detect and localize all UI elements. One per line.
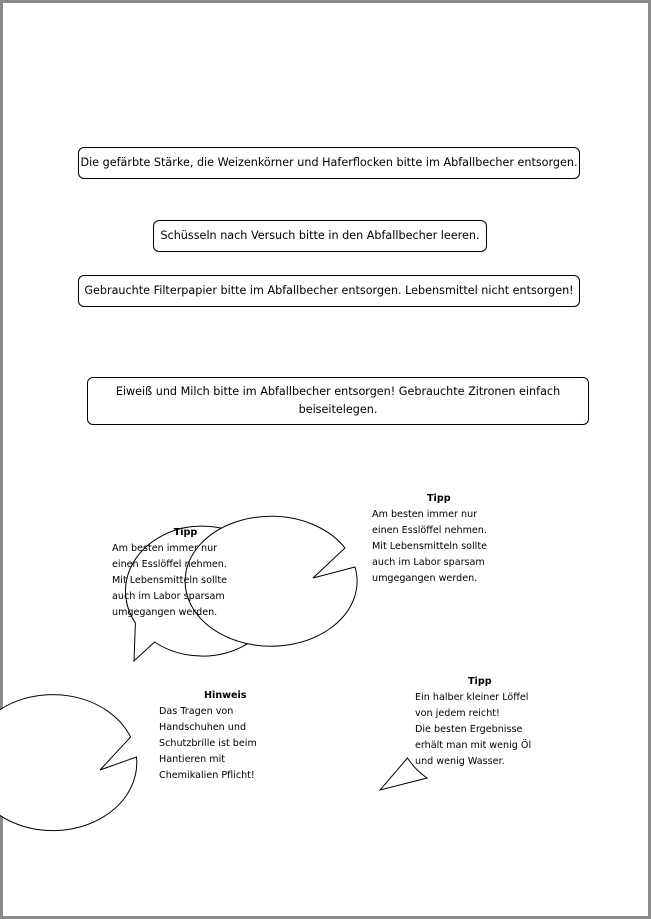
- bubble-line: Hantieren mit: [159, 754, 226, 765]
- note-text: Gebrauchte Filterpapier bitte im Abfallbecher entsorgen. Lebensmittel nicht entsorgen!: [84, 284, 574, 297]
- note-text: Eiweiß und Milch bitte im Abfallbecher entsorgen! Gebrauchte Zitronen einfach beiseitelegen.: [115, 385, 561, 416]
- speech-bubble-tipp-1: [112, 525, 227, 621]
- speech-bubble-shape: [0, 695, 137, 831]
- bubble-line: erhält man mit wenig Öl: [415, 740, 532, 751]
- bubble-title: Tipp: [427, 493, 451, 504]
- bubble-line: Das Tragen von: [159, 706, 234, 717]
- bubble-line: Mit Lebensmitteln sollte: [112, 575, 227, 586]
- bubble-line: Chemikalien Pflicht!: [159, 770, 255, 781]
- bubble-line: umgegangen werden.: [372, 573, 478, 584]
- note-text: Schüsseln nach Versuch bitte in den Abfallbecher leeren.: [160, 229, 480, 242]
- speech-bubble-hinweis: [159, 688, 257, 784]
- bubble-title: Hinweis: [204, 690, 247, 701]
- note-text: Die gefärbte Stärke, die Weizenkörner und Haferflocken bitte im Abfallbecher entsorgen.: [80, 156, 578, 169]
- bubble-line: Ein halber kleiner Löffel: [415, 692, 529, 703]
- bubble-line: Schutzbrille ist beim: [159, 738, 257, 749]
- bubble-line: Am besten immer nur: [112, 543, 218, 554]
- bubble-line: auch im Labor sparsam: [372, 557, 485, 568]
- bubble-line: Handschuhen und: [159, 722, 247, 733]
- bubble-title: Tipp: [468, 676, 492, 687]
- bubble-line: Die besten Ergebnisse: [415, 724, 523, 735]
- bubble-line: Mit Lebensmitteln sollte: [372, 541, 487, 552]
- bubble-line: umgegangen werden.: [112, 607, 218, 618]
- speech-bubble-tipp-2: [372, 491, 487, 587]
- bubble-line: einen Esslöffel nehmen.: [372, 525, 487, 536]
- bubble-title: Tipp: [173, 527, 198, 538]
- bubble-line: von jedem reicht!: [415, 708, 500, 719]
- bubble-line: Am besten immer nur: [372, 509, 478, 520]
- speech-bubble-tipp-3: [415, 674, 531, 770]
- bubble-line: einen Esslöffel nehmen.: [112, 559, 227, 570]
- bubble-line: auch im Labor sparsam: [112, 591, 225, 602]
- bubble-line: und wenig Wasser.: [415, 756, 505, 767]
